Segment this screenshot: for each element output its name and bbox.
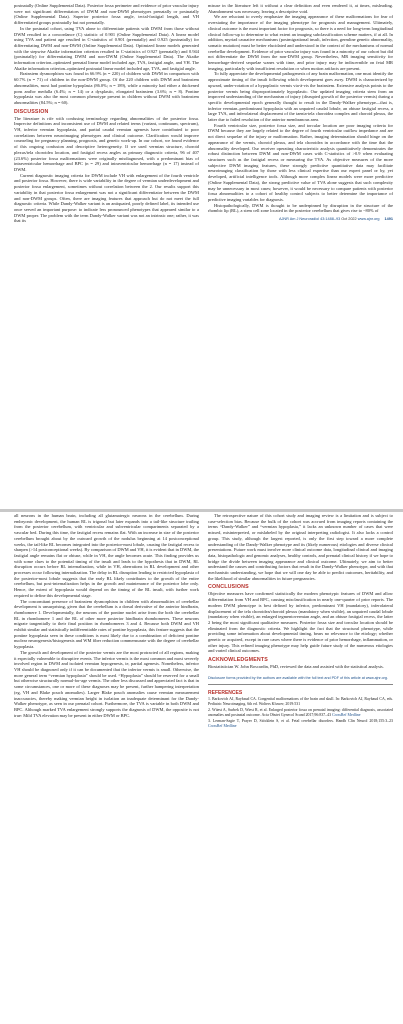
issue-date: Oct 2022 <box>341 217 357 222</box>
journal-site-link[interactable]: www.ajnr.org <box>357 217 380 222</box>
paragraph: Biostatistician W. John Boscardin, PhD, reviewed the data and assisted with the statistical analysis. <box>208 664 384 670</box>
section-heading-acknowledgments: ACKNOWLEDGMENTS <box>208 657 268 664</box>
left-column <box>14 3 199 224</box>
paragraph: We are reluctant to overly emphasize the imaging appearance of these malformations for fear of overstating the importance of the imaging phenotype for prognosis and management. Ultimately, clinical outcome is the most important factor for prognosis, so there is a need for long-term longitudinal clinical follow-up to determine to what extent an imaging subclassification scheme matters, if at all. In addition, myriad causative mechanisms (postmigrational insult, infection, germline genetic abnormality, somatic mutation) must be better elucidated and understood in the context of the mechanisms of normal cerebellar development. Evidence of prior vascular injury was found in a minority of our cohort but did not differentiate the DWM from the non-DWM group. Nevertheless, MR imaging sensitivity for hemorrhage-derived sequelae wanes with time, and prior injury may be indiscernible on fetal MR imaging, particularly with insufficient resolution or when motion artifacts are present. <box>208 14 393 71</box>
paragraph: all neurons in the human brain, including all glutamatergic neurons in the cerebellum. During embryonic development, the human RL is trigonal but later expands into a tail-like structure trailing from the posterior cerebellum, with ventricular and subventricular compartments separated by a vascular bed. During this time, the fastigial recess remains flat. With an increase in size of the posterior cerebellum brought about by the outward growth of the nodulus beginning at 14 postconceptional weeks, the tail-like RL becomes integrated into the posterior-most lobule, causing the fastigial recess to sharpen (>14 postconceptional weeks). By comparison of DWM and VH, it is evident that in DWM, the fastigial angle remains flat or obtuse, while in VH, the angle becomes acute. This finding provides us with some clues to the potential timing of the insult and leads to the hypothesis that in DWM, RL disruption occurs before RL internalization, while in VH, aberrations in RL development and other processes occur following internalization. The delay in RL disruption leading to restricted hypoplasia of the posterior-most lobule suggests that the early RL likely contributes to the growth of the entire cerebellum, but post-internalization helps in the growth and maintenance of the posterior lobe only. Hence, the extent of hypoplasia would depend on the timing of the RL insult, with further work required to define this developmental stage. <box>14 513 199 598</box>
reference-item <box>208 697 393 707</box>
reference-text: Lerman-Sagie T, Prayer D, Stöcklein S, et al. Fetal cerebellar disorders. Handb Clin Neurol 2018;155:3–23 <box>212 719 393 724</box>
divider <box>208 684 393 685</box>
reference-text: Barkovich AJ, Raybaud CA. Congenital malformations of the brain and skull. In: Barkovich AJ, Raybaud CA, eds. Pediatric Neuroimaging. 6th ed. Wolters Kluwer; 2019:531 <box>208 697 393 707</box>
paragraph: In the postnatal cohort, using TVA alone to differentiate patients with DWM from those without DWM resulted in a concordance (C) statistic of 0.901 (Online Supplemental Data). A linear model using TVA and patient age resulted in C-statistics of 0.901 (prenatally) and 0.925 (postnatally) for differentiating DWM and non-DWM (Online Supplemental Data). Optimized linear models generated with the stepwise Akaike information criterion resulted in C-statistics of 0.927 (prenatally) and 0.944 (postnatally) for differentiating DWM and non-DWM (Online Supplemental Data). The Akaike information criterion–optimized prenatal linear model included age, TVA, fastigial angle, and VH. The Akaike information criterion–optimized postnatal linear model included age, TVA, and fastigial angle. <box>14 25 199 71</box>
reference-link[interactable]: CrossRef Medline <box>208 724 237 729</box>
reference-number: 1. <box>208 697 211 702</box>
paragraph: Current diagnostic imaging criteria for DWM include VH with enlargement of the fourth ventricle and posterior fossa. However, there is wide variability in the degree of vermian underdevelopment and posterior fossa enlargement, sometimes without correlation between the 2. Our results support this variability in that posterior fossa enlargement was not a significant differentiator between the DWM and non-DWM groups. Often, there are imaging features that approach but do not meet the full diagnostic criteria. While Dandy-Walker variant is an antiquated, poorly defined label, its intended use once served an important purpose: to indicate less pronounced phenotypes that appeared similar to a DWM proper. The problem with the term Dandy-Walker variant was not an intrinsic one; rather, it was that its <box>14 172 199 224</box>
page-1492 <box>0 509 403 1024</box>
right-column <box>208 3 393 224</box>
page-number: 1491 <box>384 217 393 222</box>
paragraph: postnatally (Online Supplemental Data). Posterior fossa perimeter and evidence of prior vascular injury were not significant differentiators of DWM and non-DWM phenotypes prenatally or postnatally (Online Supplemental Data). Superior posterior fossa angle, tectal-fastigial length, and VH differentiated groups postnatally but not prenatally. <box>14 3 199 26</box>
reference-link[interactable]: CrossRef Medline <box>332 713 361 718</box>
paragraph: To fully appreciate the developmental pathogenesis of any brain malformation, one must identify the approximate timing of the insult following which development goes awry. DWM is characterized by upward, under-rotation of a hypoplastic vermis via-à-vis the brainstem. Extensive analysis points to the posterior vermis being disproportionately hypoplastic. Our updated imaging criteria stem from an improved understanding of the mechanism of injury (disrupted growth of the posterior vermis) during a specific developmental epoch generally thought to result in the Dandy-Walker phenotype—that is, inferior vermian–predominant hypoplasia with an unpaired caudal lobule, an obtuse fastigial recess, a large TVA, and inferolateral displacement of the taenia-tela choroidea complex and choroid plexus, the latter due to failed resolution of the anterior membranous area. <box>208 71 393 123</box>
paragraph: The growth and development of the posterior vermis are the most protracted of all regions, making it especially vulnerable to disruptive events. The inferior vermis is the most common and most severely involved region in DWM and isolated vermian hypogenesis, ie, partial agenesis. Nonetheless, inferior VH should be diagnosed only if it can be documented that the inferior vermis is small. Otherwise, the more general term “vermian hypoplasia” should be used. “Hypoplasia” should be reserved for a small but otherwise structurally normal-for-age vermis. The other less discussed and appreciated fact is that in some circumstances, one or more of these diagnoses may be present, further hampering interpretation (eg, VH and Blake pouch anomalies). Larger Blake pouch anomalies cause vermian measurement inaccuracies, thereby making vermian height in isolation an inadequate determinant for the Dandy-Walker phenotype, as seen in our prenatal cohort. Furthermore, the TVA is variable in both DWM and BPC. Although marked TVA enlargement strongly supports the diagnosis of DWM, the opposite is not true: Mild TVA elevation may be present in either DWM or BPC. <box>14 649 199 718</box>
right-column <box>208 513 393 730</box>
two-column-body <box>14 513 393 730</box>
section-heading-discussion: DISCUSSION <box>14 108 49 115</box>
disclosure-note: Disclosure forms provided by the authors are available with the full text and PDF of this article at www.ajnr.org. <box>208 675 388 680</box>
reference-item <box>208 719 393 729</box>
section-heading-conclusions: CONCLUSIONS <box>208 584 249 591</box>
paragraph: Fourth ventricular size, posterior fossa size, and torcular location are poor imaging criteria for DWM because they are largely related to the degree of fourth ventricular outflow impedance and are not direct sequelae of the injury or malformation. Rather, imaging determination should hinge on the appearance of the vermis, choroid plexus, and tela choroidea in accordance with the time that the abnormality developed. Our receiver operating characteristic analysis quantitatively demonstrates the robust distinction between DWM and non-DWM cases with C-statistics of >0.9 when evaluating structures such as the fastigial recess or measuring the TVA. As objective measures of the more subjective DWM imaging features, these strongly predictive quantitative data may facilitate neuroimaging classification by those with less clinical expertise than our expert panel or by, yet developed, artificial intelligence tools. Although more complex linear models were more predictive (Online Supplemental Data), the strong predictive value of TVA alone suggests that such complexity may be unnecessary in most cases; however, it would be necessary to compare patients with posterior fossa abnormalities to a cohort of healthy control subjects to better determine the importance of predictive imaging variables for diagnosis. <box>208 122 393 202</box>
journal-citation: AJNR Am J Neuroradiol 43:1488–93 <box>278 217 341 222</box>
paragraph: The literature is rife with confusing terminology regarding abnormalities of the posterior fossa. Imprecise definitions and inconsistent use of DWM and related terms (variant, continuum, spectrum), VH, inferior vermian hypoplasia, and partial caudal vermian agenesis have contributed to poor correlations between neuroimaging phenotypes and clinical outcome. Clarification would improve counseling for pregnancy planning, prognosis, and genetic work-up. In our cohort, we found evidence of this ongoing confusion and descriptive heterogeneity. If we used vermian structure, choroid plexus/tela choroidea location, and fastigial recess angles as primary diagnostic criteria, 96 of 407 (23.6%) posterior fossa malformations were originally misdiagnosed, with a predominant bias of intraventricular hemorrhage and BPC (n = 29) and intraventricular hemorrhage (n = 17) instead of DWM. <box>14 115 199 172</box>
page-footer <box>208 217 393 222</box>
paragraph: The retrospective nature of this cohort study and imaging review is a limitation and is subject to case-selection bias. Because the bulk of the cohort was accrued from imaging reports containing the terms “Dandy-Walker” and “vermian hypoplasia,” it lacks an unknown number of cases that were missed, misinterpreted, or mislabeled by the original interpreting radiologist. It also lacks a control group. This study, although the largest reported, is only the first step toward a more complete understanding of the Dandy-Walker phenotype and its (likely numerous) etiologies and diverse clinical presentations. Future work must involve more clinical outcome data, longitudinal clinical and imaging data, histopathologic and genomic analyses, healthy controls, and prenatal clinical history if we hope to bridge the divide between imaging appearance and clinical outcome. Ultimately, we aim to better understand the causes and contributing factors that result in the Dandy-Walker phenotype, and with that mechanistic understanding, we hope that we will one day be able to predict outcomes, heritability, and the likelihood of similar abnormalities in future pregnancies. <box>208 513 393 581</box>
left-column <box>14 513 199 730</box>
paragraph: misuse in the literature left it without a clear definition and even rendered it, at times, misleading. Abandonment was necessary, leaving a descriptive void. <box>208 3 393 14</box>
section-heading-references: REFERENCES <box>208 690 243 697</box>
two-column-body <box>14 3 393 224</box>
reference-text: Wüest A, Surbek D, Wiest R, et al. Enlarged posterior fossa on prenatal imaging: differential diagnosis, associated anomalies and postnatal outcome. Acta Obstet Gynecol Scand 2017;96:837–43 <box>208 708 393 718</box>
paragraph: Histopathologically, DWM is thought to be underpinned by disruption in the structure of the rhombic lip (RL), a stem cell zone located in the posterior cerebellum that gives rise to ~80% of <box>208 202 393 214</box>
paragraph: The concomitant presence of brainstem dysmorphism in children with abnormalities of cerebellar development is unsurprising, given that the cerebellum is a dorsal derivative of the anterior hindbrain, rhombomere 1. Developmentally, the neurons of the pontine nuclei arise from the both the cerebellar RL in rhombomere 1 and the RL of other more posterior hindbrain rhombomeres. These neurons migrate tangentially to their final position in rhombomeres 3 and 4. Because both DWM and VH exhibit similar and statistically indifferentiable rates of pontine hypoplasia, this feature suggests that the pontine hypoplasia seen in these conditions is most likely due to a combination of deficient pontine nuclear neurogenesis/histogenesis and WM fiber reduction commensurate with the degree of cerebellar hypoplasia. <box>14 598 199 650</box>
paragraph: Brainstem dysmorphism was found in 66.9% (n = 220) of children with DWM in comparison with 60.7% (n = 71) of children in the non-DWM group. Of the 220 children with DWM and brainstem abnormalities, most had pontine hypoplasia (86.0%; n = 189), while a minority had either a thickened pons and/or medulla (6.4%; n = 14) or a dysplastic, elongated brainstem (3.6%; n = 8). Pontine hypoplasia was also the most common phenotype present in children without DWM with brainstem abnormalities (84.5%; n = 60). <box>14 71 199 105</box>
reference-number: 3. <box>208 719 211 724</box>
page-1491 <box>0 0 403 509</box>
reference-number: 2. <box>208 708 211 713</box>
reference-item <box>208 708 393 718</box>
paragraph: Objective measures have confirmed statistically the modern phenotypic features of DWM and allow differentiation from VH and BPC, causing misclassification in nearly one-quarter of prior reports. The modern DWM phenotype is best defined by inferior, predominant VH (mandatory), inferolateral displacement of the tela choroidea/choroid plexus (mandatory when visible), an unpaired caudal lobule (mandatory when visible), an enlarged tegmentovermian angle, and an obtuse fastigial recess, the latter 2 being the most significant qualitative measures. Posterior fossa size and torcular location should be eliminated from the diagnostic criteria. We highlight the fact that the structural phenotype, while providing some information about developmental timing, bears no relevance to the etiology; whether genetic or acquired, except in rare cases where there is evidence of prior hemorrhage, inflammation, or other injury. This refined imaging phenotype may help guide future study of the numerous etiologies and varied clinical outcomes. <box>208 591 393 654</box>
